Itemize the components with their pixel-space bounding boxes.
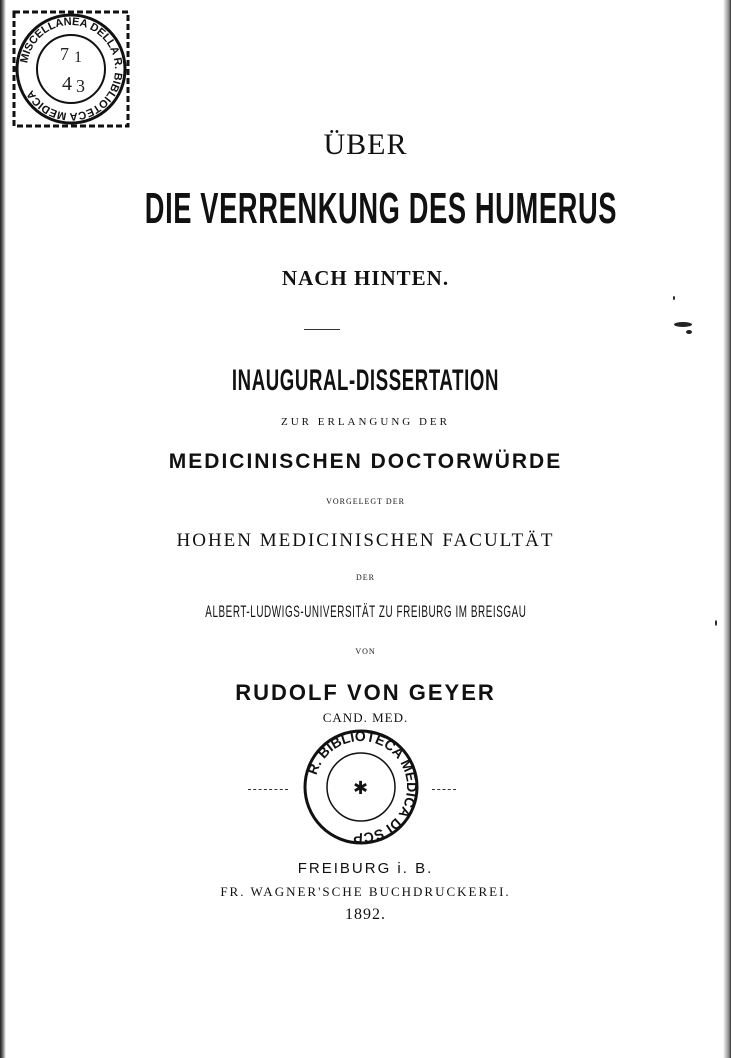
stamp-side-rule-right: [432, 789, 456, 790]
dissertation-heading: INAUGURAL-DISSERTATION: [231, 364, 500, 397]
scan-speck: [715, 620, 717, 626]
library-stamp-middle: [292, 728, 430, 846]
author-title: CAND. MED.: [322, 710, 409, 725]
imprint-printer: FR. WAGNER'SCHE BUCHDRUCKEREI.: [220, 884, 511, 899]
dissertation-line-1: ZUR ERLANGUNG DER: [281, 416, 450, 428]
svg-text:4: 4: [62, 73, 72, 95]
dissertation-line-3: DER: [356, 573, 375, 582]
dissertation-line-4: VON: [355, 647, 376, 656]
degree-line: MEDICINISCHEN DOCTORWÜRDE: [168, 450, 563, 473]
svg-text:3: 3: [76, 76, 85, 96]
dissertation-line-2: VORGELEGT DER: [326, 497, 405, 506]
svg-text:7: 7: [60, 44, 69, 64]
university-line: ALBERT-LUDWIGS-UNIVERSITÄT ZU FREIBURG IM BREISGAU: [204, 602, 527, 621]
stamp-text-middle: R. BIBLIOTECA MEDICA DI SCP: [304, 728, 421, 846]
imprint-year: 1892.: [345, 906, 386, 923]
scan-speck: [674, 322, 692, 327]
stamp-side-rule-left: [248, 789, 288, 790]
title-over: ÜBER: [323, 128, 408, 161]
faculty-line: HOHEN MEDICINISCHEN FACULTÄT: [176, 530, 555, 551]
main-title: DIE VERRENKUNG DES HUMERUS: [144, 184, 618, 233]
subtitle: NACH HINTEN.: [281, 266, 450, 290]
scan-speck: [686, 330, 692, 334]
svg-text:1: 1: [74, 49, 82, 66]
stamp-text-top-left: MISCELLANEA DELLA R. BIBLIOTECA MEDICA: [18, 15, 125, 123]
imprint-place: FREIBURG i. B.: [297, 860, 434, 877]
scan-speck: [673, 296, 675, 300]
library-stamp-top-left: [12, 10, 130, 128]
divider-rule: [304, 329, 340, 330]
author-name: RUDOLF VON GEYER: [235, 680, 496, 705]
svg-text:✱: ✱: [353, 778, 369, 799]
